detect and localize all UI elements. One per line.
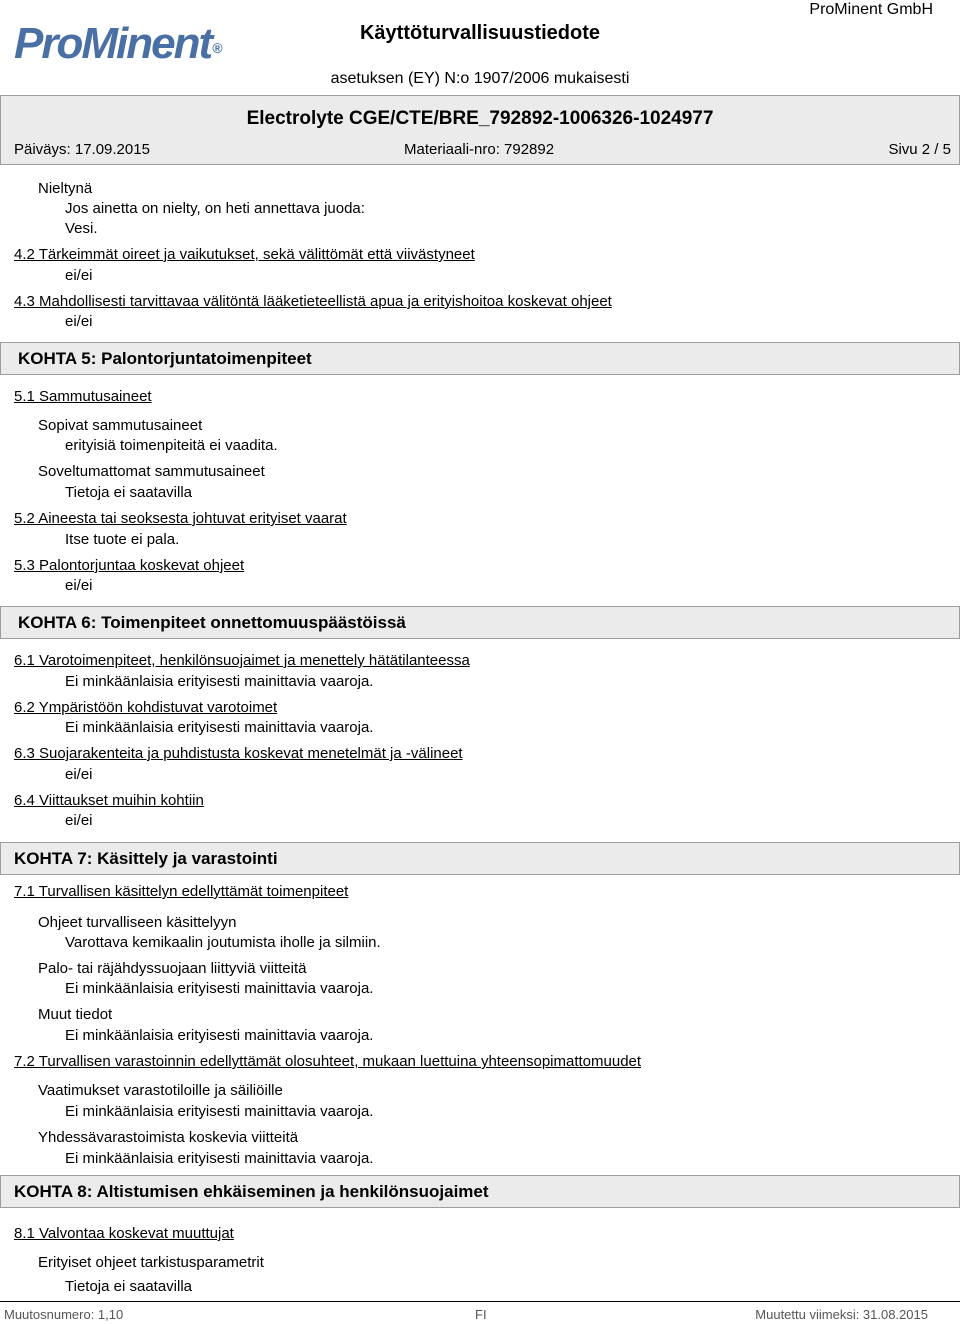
combined-storage-text: Ei minkäänlaisia erityisesti mainittavia vaaroja. [65,1150,374,1167]
footer-divider [0,1301,960,1302]
language-code: FI [475,1307,487,1322]
section-7-title: KOHTA 7: Käsittely ja varastointi [14,849,278,868]
section-5-title: KOHTA 5: Palontorjuntatoimenpiteet [18,349,312,368]
subsection-4-3-text: ei/ei [65,313,93,330]
subsection-4-2-text: ei/ei [65,267,93,284]
page-number: Sivu 2 / 5 [888,141,951,158]
registered-mark: ® [212,40,221,56]
subsection-7-2-title: 7.2 Turvallisen varastoinnin edellyttämät olosuhteet, mukaan luettuina yhteensopimattomuudet [14,1053,642,1070]
other-info-text: Ei minkäänlaisia erityisesti mainittavia vaaroja. [65,1027,374,1044]
regulation-reference: asetuksen (EY) N:o 1907/2006 mukaisesti [330,70,630,87]
other-info-label: Muut tiedot [38,1006,113,1023]
subsection-5-3-text: ei/ei [65,577,93,594]
subsection-5-3-title: 5.3 Palontorjuntaa koskevat ohjeet [14,557,245,574]
subsection-5-2-text: Itse tuote ei pala. [65,531,180,548]
material-number: Materiaali-nro: 792892 [404,141,555,158]
suitable-extinguishing-text: erityisiä toimenpiteitä ei vaadita. [65,437,278,454]
product-name: Electrolyte CGE/CTE/BRE_792892-1006326-1024977 [246,108,714,129]
storage-requirements-text: Ei minkäänlaisia erityisesti mainittavia vaaroja. [65,1103,374,1120]
fire-explosion-label: Palo- tai räjähdyssuojaan liittyviä viitteitä [38,960,307,977]
safe-handling-text: Varottava kemikaalin joutumista iholle ja silmiin. [65,934,381,951]
subsection-6-1-text: Ei minkäänlaisia erityisesti mainittavia vaaroja. [65,673,374,690]
nieltyna-label: Nieltynä [38,180,93,197]
subsection-6-3-title: 6.3 Suojarakenteita ja puhdistusta koskevat menetelmät ja -välineet [14,745,463,762]
subsection-6-3-text: ei/ei [65,766,93,783]
unsuitable-extinguishing-text: Tietoja ei saatavilla [65,484,193,501]
subsection-6-4-text: ei/ei [65,812,93,829]
subsection-5-1-title: 5.1 Sammutusaineet [14,388,152,405]
section-8-title: KOHTA 8: Altistumisen ehkäiseminen ja henkilönsuojaimet [14,1182,489,1201]
section-6-title: KOHTA 6: Toimenpiteet onnettomuuspäästöissä [18,613,406,632]
company-name: ProMinent GmbH [809,1,933,18]
subsection-6-1-title: 6.1 Varotoimenpiteet, henkilönsuojaimet ja menettely hätätilanteessa [14,652,470,669]
subsection-7-1-title: 7.1 Turvallisen käsittelyn edellyttämät toimenpiteet [14,883,349,900]
subsection-8-1-title: 8.1 Valvontaa koskevat muuttujat [14,1225,234,1242]
storage-requirements-label: Vaatimukset varastotiloille ja säiliöille [38,1082,283,1099]
document-date: Päiväys: 17.09.2015 [14,141,150,158]
fire-explosion-text: Ei minkäänlaisia erityisesti mainittavia vaaroja. [65,980,374,997]
revision-number: Muutosnumero: 1,10 [4,1307,124,1322]
control-parameters-text: Tietoja ei saatavilla [65,1278,193,1295]
subsection-6-2-text: Ei minkäänlaisia erityisesti mainittavia vaaroja. [65,719,374,736]
subsection-5-2-title: 5.2 Aineesta tai seoksesta johtuvat erityiset vaarat [14,510,347,527]
subsection-6-2-title: 6.2 Ympäristöön kohdistuvat varotoimet [14,699,278,716]
logo-wordmark: ProMinent [14,19,212,68]
document-title: Käyttöturvallisuustiedote [359,22,601,44]
nieltyna-instruction: Jos ainetta on nielty, on heti annettava juoda: [65,200,365,217]
nieltyna-water: Vesi. [65,220,98,237]
control-parameters-label: Erityiset ohjeet tarkistusparametrit [38,1254,264,1271]
suitable-extinguishing-label: Sopivat sammutusaineet [38,417,203,434]
last-modified: Muutettu viimeksi: 31.08.2015 [755,1307,928,1322]
unsuitable-extinguishing-label: Soveltumattomat sammutusaineet [38,463,265,480]
combined-storage-label: Yhdessävarastoimista koskevia viitteitä [38,1129,299,1146]
subsection-4-3-title: 4.3 Mahdollisesti tarvittavaa välitöntä lääketieteellistä apua ja erityishoitoa koskevat ohjeet [14,293,612,310]
subsection-6-4-title: 6.4 Viittaukset muihin kohtiin [14,792,204,809]
safe-handling-label: Ohjeet turvalliseen käsittelyyn [38,914,237,931]
subsection-4-2-title: 4.2 Tärkeimmät oireet ja vaikutukset, sekä välittömät että viivästyneet [14,246,475,263]
